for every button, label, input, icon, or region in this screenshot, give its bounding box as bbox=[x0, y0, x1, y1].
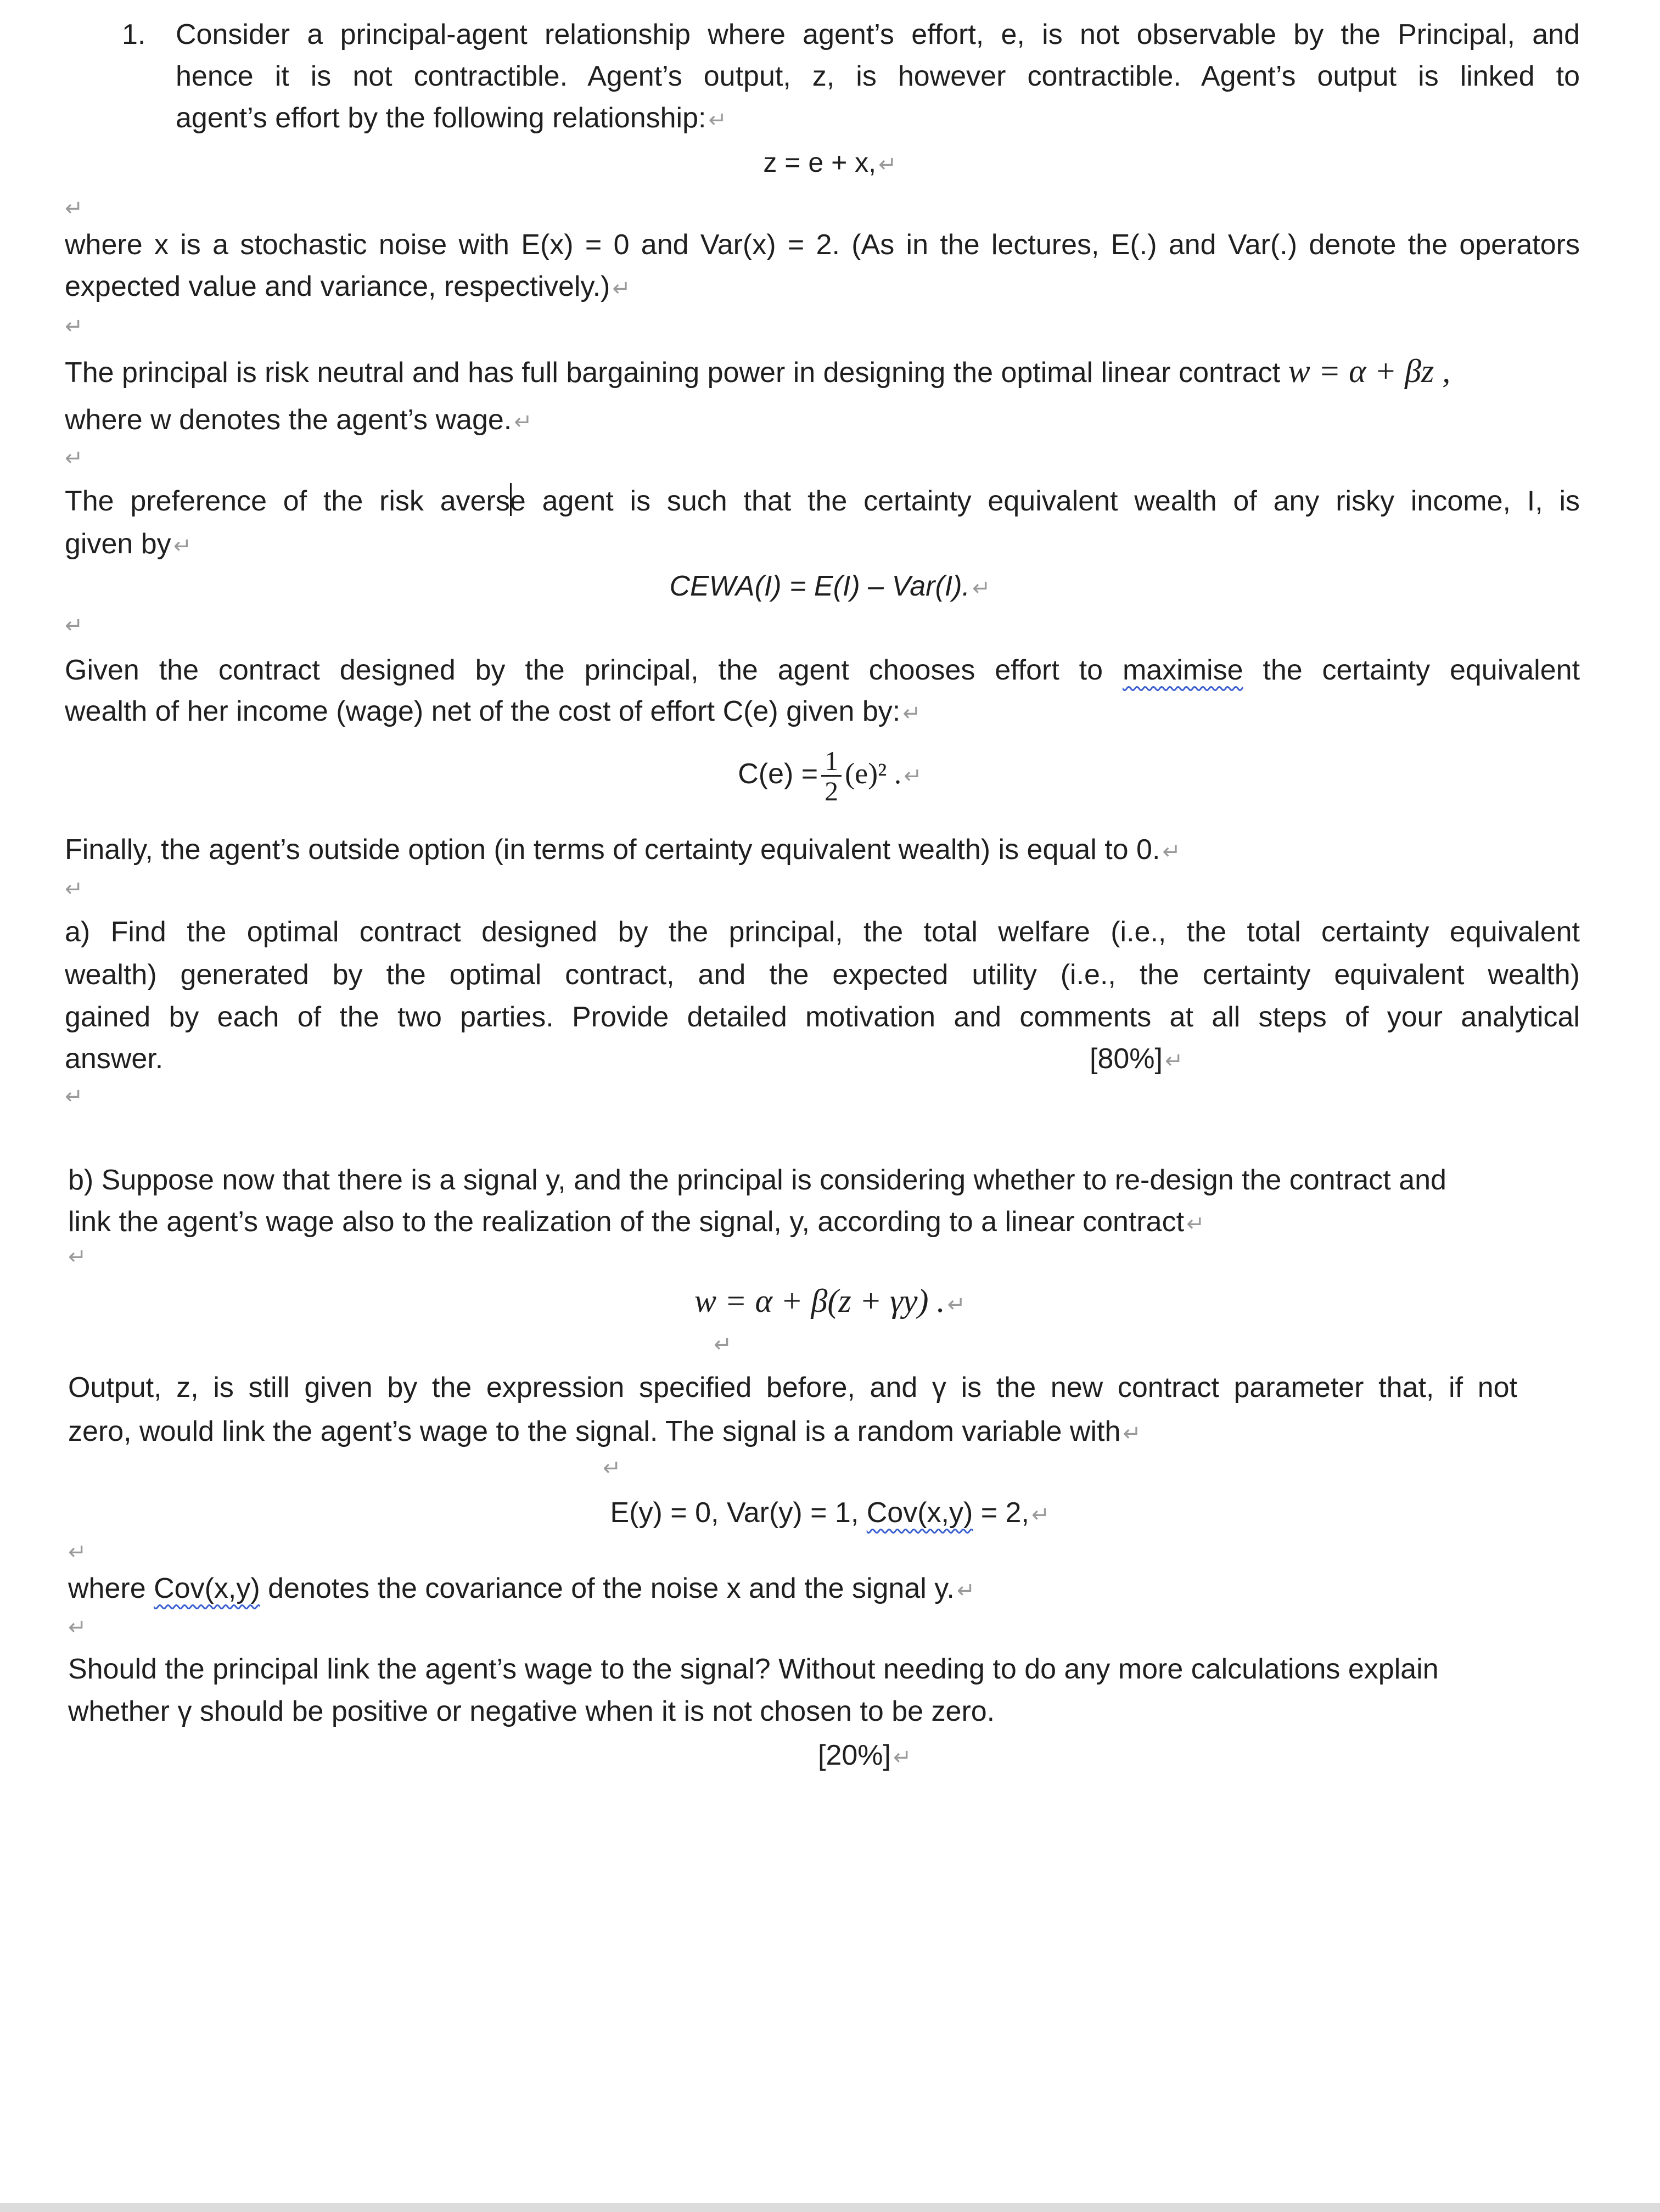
empty-paragraph-mark: ↵ bbox=[603, 1456, 621, 1480]
linear-contract-formula: w = α + βz , bbox=[1288, 353, 1451, 389]
signal-moments: E(y) = 0, Var(y) = 1, Cov(x,y) = 2, ↵ bbox=[610, 1497, 1050, 1529]
preference-line-2: given by ↵ bbox=[65, 528, 192, 560]
empty-paragraph-mark: ↵ bbox=[68, 1540, 87, 1564]
output-b-line-1: Output, z, is still given by the expression specified before, and γ is the new contract parameter that, if not bbox=[68, 1372, 1517, 1403]
intro-line-3: agent’s effort by the following relationship: ↵ bbox=[176, 102, 727, 134]
effort-line-1: Given the contract designed by the principal, the agent chooses effort to maximise the certainty equivalent bbox=[65, 654, 1580, 686]
empty-paragraph-mark: ↵ bbox=[68, 1245, 87, 1269]
output-b-line-2: zero, would link the agent’s wage to the signal. The signal is a random variable with ↵ bbox=[68, 1416, 1141, 1447]
part-a-marks: [80%] ↵ bbox=[1090, 1043, 1184, 1075]
empty-paragraph-mark: ↵ bbox=[65, 1085, 83, 1109]
equation-contract-with-signal: w = α + β(z + γy) . ↵ bbox=[694, 1283, 966, 1319]
page-bottom-edge bbox=[0, 2203, 1660, 2212]
principal-line-2: where w denotes the agent’s wage. ↵ bbox=[65, 404, 532, 436]
empty-paragraph-mark: ↵ bbox=[68, 1615, 87, 1640]
equation-output: z = e + x, ↵ bbox=[763, 147, 897, 178]
spellcheck-flagged-word: Cov(x,y) bbox=[154, 1573, 260, 1604]
empty-paragraph-mark: ↵ bbox=[65, 446, 83, 470]
empty-paragraph-mark: ↵ bbox=[65, 877, 83, 901]
spellcheck-flagged-word: Cov(x,y) bbox=[866, 1497, 973, 1529]
part-a-line-1: a) Find the optimal contract designed by the principal, the total welfare (i.e., the total certainty equivalent bbox=[65, 916, 1580, 948]
effort-line-2: wealth of her income (wage) net of the cost of effort C(e) given by: ↵ bbox=[65, 695, 921, 727]
intro-line-2: hence it is not contractible. Agent’s output, z, is however contractible. Agent’s output is linked to bbox=[176, 60, 1580, 92]
intro-line-1: Consider a principal-agent relationship where agent’s effort, e, is not observable by the Principal, and bbox=[176, 19, 1580, 50]
preference-line-1: The preference of the risk averse agent is such that the certainty equivalent wealth of any risky income, I, is bbox=[65, 480, 1580, 522]
empty-paragraph-mark: ↵ bbox=[65, 315, 83, 339]
covariance-definition: where Cov(x,y) denotes the covariance of the noise x and the signal y. ↵ bbox=[68, 1573, 975, 1604]
part-a-line-3: gained by each of the two parties. Provide detailed motivation and comments at all steps of your analytical bbox=[65, 1001, 1580, 1033]
paragraph-mark: ↵ bbox=[708, 108, 727, 132]
principal-line-1: The principal is risk neutral and has full bargaining power in designing the optimal linear contract w = α + βz , bbox=[65, 353, 1451, 389]
question-b-marks: [20%] ↵ bbox=[818, 1739, 912, 1771]
question-number: 1. bbox=[122, 19, 146, 50]
empty-paragraph-mark: ↵ bbox=[714, 1333, 732, 1357]
noise-line-1: where x is a stochastic noise with E(x) = 0 and Var(x) = 2. (As in the lectures, E(.) and Var(.) denote the operators bbox=[65, 229, 1580, 261]
part-a-line-4: answer. bbox=[65, 1043, 164, 1075]
part-b-line-2: link the agent’s wage also to the realization of the signal, y, according to a linear contract ↵ bbox=[68, 1206, 1205, 1238]
question-b-line-1: Should the principal link the agent’s wage to the signal? Without needing to do any more calculations explain bbox=[68, 1653, 1439, 1685]
question-b-line-2: whether γ should be positive or negative when it is not chosen to be zero. bbox=[68, 1696, 995, 1727]
equation-cost-of-effort: C(e) = $\frac{1}{2}$ (e)² . ↵ bbox=[738, 745, 922, 806]
empty-paragraph-mark: ↵ bbox=[65, 614, 83, 638]
part-a-line-2: wealth) generated by the optimal contract, and the expected utility (i.e., the certainty equivalent wealth) bbox=[65, 959, 1580, 991]
equation-certainty-equivalent: CEWA(I) = E(I) – Var(I). ↵ bbox=[669, 570, 991, 602]
part-b-line-1: b) Suppose now that there is a signal y, and the principal is considering whether to re-design the contract and bbox=[68, 1164, 1446, 1196]
empty-paragraph-mark: ↵ bbox=[65, 197, 83, 221]
noise-line-2: expected value and variance, respectively.) ↵ bbox=[65, 271, 631, 302]
fraction-one-half: $\frac{1}{2}$ bbox=[821, 748, 842, 804]
outside-option: Finally, the agent’s outside option (in terms of certainty equivalent wealth) is equal to 0. ↵ bbox=[65, 834, 1181, 866]
spellcheck-flagged-word: maximise bbox=[1122, 654, 1243, 686]
